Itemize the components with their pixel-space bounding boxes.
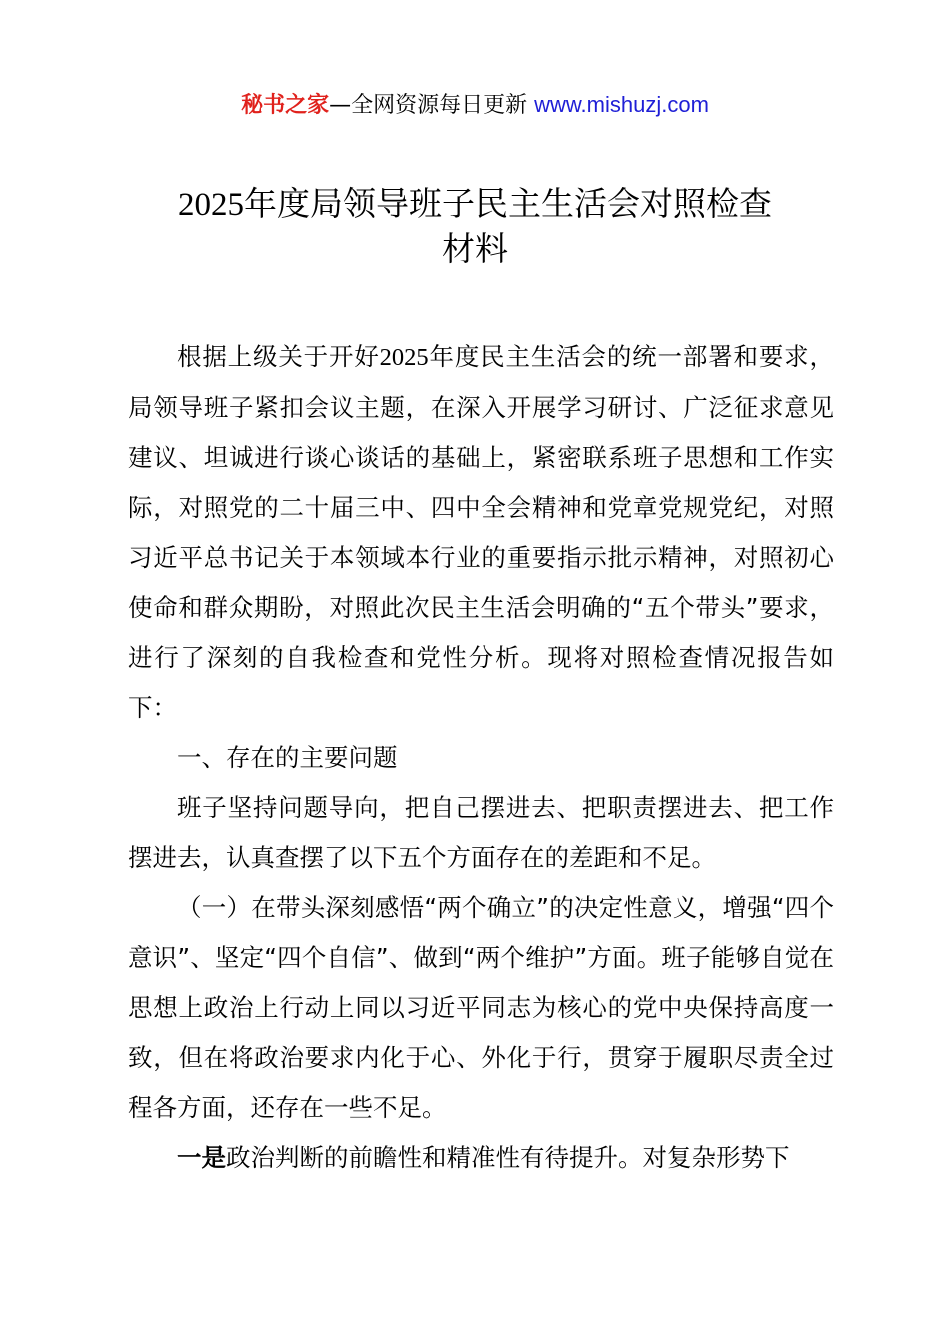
section-intro-paragraph: 班子坚持问题导向，把自己摆进去、把职责摆进去、把工作摆进去，认真查摆了以下五个方面存在的差距和不足。 <box>128 793 834 872</box>
title-line1: 年度局领导班子民主生活会对照检查 <box>244 184 772 223</box>
point-text: 政治判断的前瞻性和精准性有待提升。对复杂形势下 <box>226 1143 790 1172</box>
title-year: 2025 <box>178 187 244 223</box>
section-heading: 一、存在的主要问题 <box>177 743 398 772</box>
brand-name: 秘书之家 <box>241 93 330 118</box>
site-banner <box>0 88 950 123</box>
point-paragraph <box>128 1133 834 1183</box>
subsection-paragraph: （一）在带头深刻感悟“两个确立”的决定性意义，增强“四个意识”、坚定“四个自信”、做到“两个维护”方面。班子能够自觉在思想上政治上行动上同以习近平同志为核心的党中央保持高度一致，但在将政治要求内化于心、外化于行，贯穿于履职尽责全过程各方面，还存在一些不足。 <box>128 893 834 1122</box>
intro-paragraph: 根据上级关于开好2025年度民主生活会的统一部署和要求，局领导班子紧扣会议主题，在深入开展学习研讨、广泛征求意见建议、坦诚进行谈心谈话的基础上，紧密联系班子思想和工作实际，对照党的二十届三中、四中全会精神和党章党规党纪，对照习近平总书记关于本领域本行业的重要指示批示精神，对照初心使命和群众期盼，对照此次民主生活会明确的“五个带头”要求，进行了深刻的自我检查和党性分析。现将对照检查情况报告如下： <box>128 342 835 722</box>
banner-tagline: —全网资源每日更新 <box>329 93 528 118</box>
site-url-link[interactable]: www.mishuzj.com <box>534 92 709 117</box>
document-body <box>128 332 834 1183</box>
document-title <box>0 182 950 271</box>
point-lead: 一是 <box>177 1143 226 1172</box>
title-line2: 材料 <box>442 229 508 268</box>
